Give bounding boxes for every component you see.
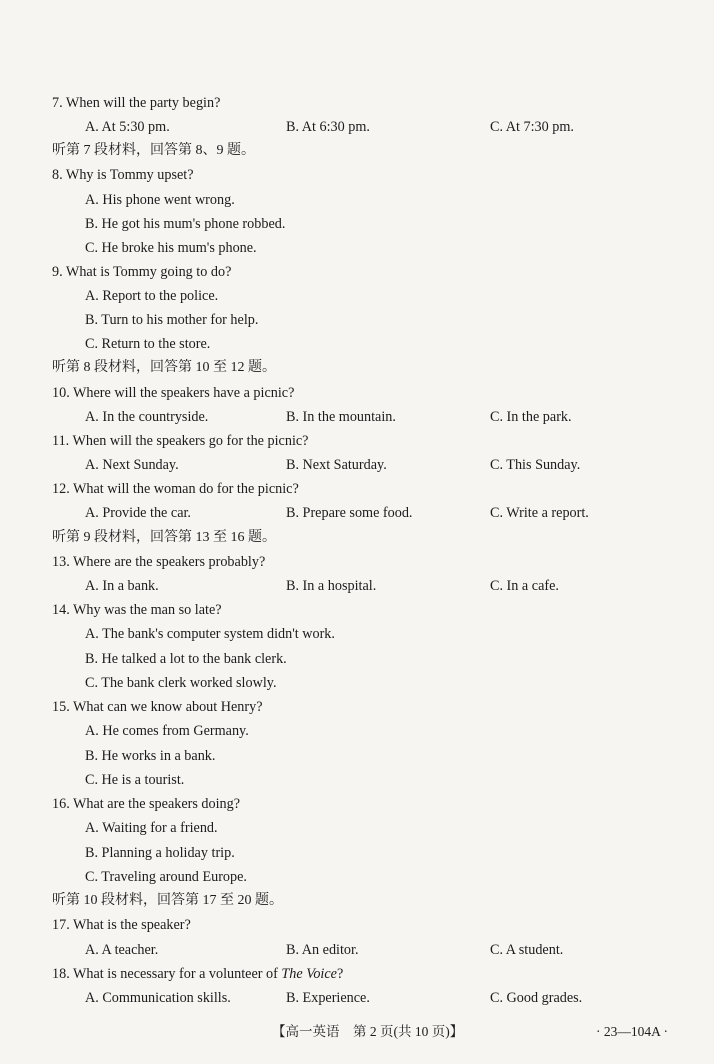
question-7: 7. When will the party begin?	[52, 95, 221, 111]
option-a: A. In the countryside.	[85, 409, 209, 425]
question-12-options	[85, 502, 674, 524]
question-17-options	[85, 939, 674, 961]
option-c: C. He is a tourist.	[85, 772, 185, 788]
option-b: B. In a hospital.	[286, 578, 377, 594]
option-c: C. Write a report.	[490, 505, 589, 521]
option-b: B. Next Saturday.	[286, 457, 387, 473]
option-c: C. At 7:30 pm.	[490, 119, 574, 135]
section-heading: 听第 7 段材料，回答第 8、9 题。	[52, 143, 255, 158]
option-b: B. Prepare some food.	[286, 505, 413, 521]
option-c: C. In a cafe.	[490, 578, 559, 594]
question-14: 14. Why was the man so late?	[52, 602, 222, 618]
question-11: 11. When will the speakers go for the picnic?	[52, 433, 309, 449]
question-9: 9. What is Tommy going to do?	[52, 264, 232, 280]
option-b: B. An editor.	[286, 942, 359, 958]
option-a: A. Waiting for a friend.	[85, 820, 218, 836]
question-10: 10. Where will the speakers have a picnic?	[52, 385, 295, 401]
option-b: B. At 6:30 pm.	[286, 119, 370, 135]
question-8: 8. Why is Tommy upset?	[52, 167, 194, 183]
option-b: B. Turn to his mother for help.	[85, 312, 259, 328]
question-13-options	[85, 575, 674, 597]
option-a: A. He comes from Germany.	[85, 723, 249, 739]
question-16: 16. What are the speakers doing?	[52, 796, 241, 812]
question-13: 13. Where are the speakers probably?	[52, 554, 266, 570]
option-c: C. In the park.	[490, 409, 572, 425]
option-c: C. Return to the store.	[85, 336, 211, 352]
option-c: C. A student.	[490, 942, 564, 958]
question-7-options	[85, 116, 674, 138]
question-12: 12. What will the woman do for the picnic?	[52, 481, 299, 497]
question-15: 15. What can we know about Henry?	[52, 699, 263, 715]
option-a: A. In a bank.	[85, 578, 159, 594]
question-10-options	[85, 406, 674, 428]
option-a: A. Report to the police.	[85, 288, 219, 304]
section-heading: 听第 8 段材料，回答第 10 至 12 题。	[52, 360, 276, 375]
option-b: B. He got his mum's phone robbed.	[85, 216, 286, 232]
option-c: C. The bank clerk worked slowly.	[85, 675, 277, 691]
option-a: A. The bank's computer system didn't work.	[85, 626, 335, 642]
option-c: C. This Sunday.	[490, 457, 581, 473]
option-a: A. His phone went wrong.	[85, 192, 235, 208]
option-b: B. Planning a holiday trip.	[85, 845, 235, 861]
option-a: A. Communication skills.	[85, 990, 231, 1006]
option-a: A. Next Sunday.	[85, 457, 179, 473]
option-b: B. He works in a bank.	[85, 748, 216, 764]
option-a: A. At 5:30 pm.	[85, 119, 170, 135]
option-c: C. Traveling around Europe.	[85, 869, 247, 885]
option-a: A. A teacher.	[85, 942, 159, 958]
question-mark: ?	[336, 966, 344, 982]
question-18	[52, 963, 674, 985]
section-heading: 听第 9 段材料，回答第 13 至 16 题。	[52, 530, 276, 545]
page-footer: 【高一英语 第 2 页(共 10 页)】	[272, 1024, 464, 1039]
option-a: A. Provide the car.	[85, 505, 191, 521]
option-b: B. He talked a lot to the bank clerk.	[85, 651, 287, 667]
paper-code: · 23—104A ·	[596, 1024, 668, 1039]
question-18-text: 18. What is necessary for a volunteer of	[52, 966, 282, 982]
option-b: B. Experience.	[286, 990, 370, 1006]
option-b: B. In the mountain.	[286, 409, 396, 425]
question-11-options	[85, 454, 674, 476]
question-17: 17. What is the speaker?	[52, 917, 191, 933]
option-c: C. Good grades.	[490, 990, 583, 1006]
option-c: C. He broke his mum's phone.	[85, 240, 257, 256]
question-18-options	[85, 987, 674, 1009]
publication-title: The Voice	[281, 966, 337, 982]
section-heading: 听第 10 段材料，回答第 17 至 20 题。	[52, 893, 283, 908]
